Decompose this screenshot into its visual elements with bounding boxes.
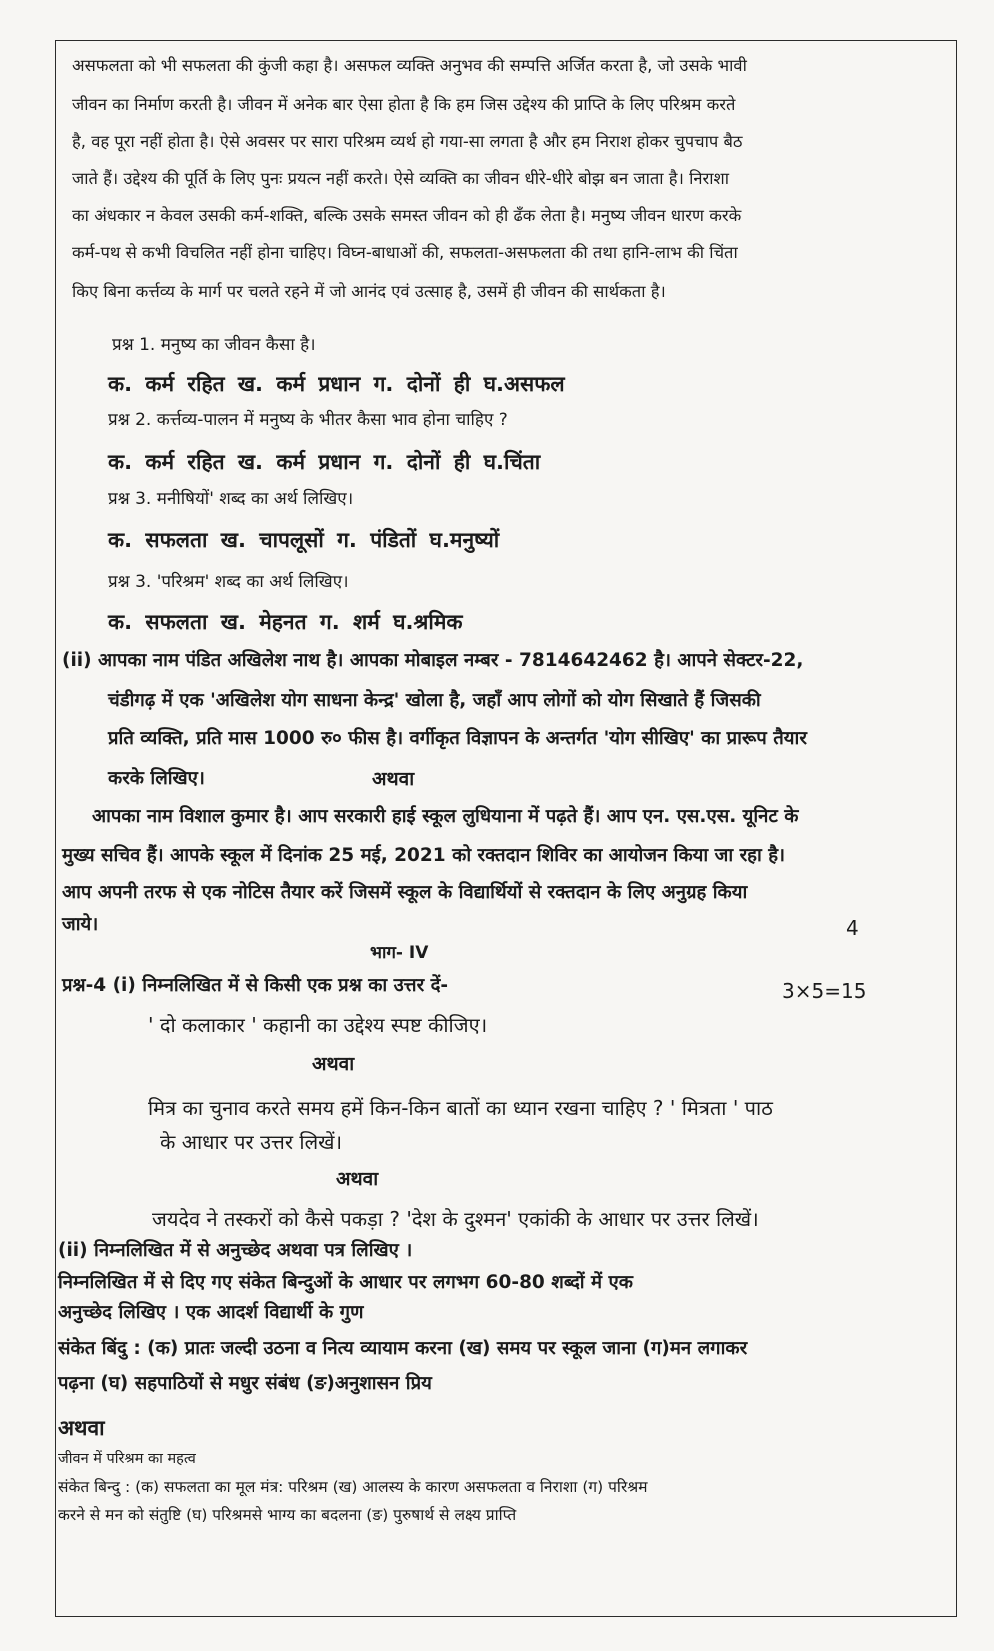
marks-label: 4	[846, 916, 859, 940]
athva-label: अथवा	[58, 1416, 105, 1440]
q4-option-3: जयदेव ने तस्करों को कैसे पकड़ा ? 'देश के दुश्मन' एकांकी के आधार पर उत्तर लिखें।	[152, 1207, 759, 1231]
passage-line: किए बिना कर्त्तव्य के मार्ग पर चलते रहने में जो आनंद एवं उत्साह है, उसमें ही जीवन की सार्थकता है।	[72, 282, 666, 301]
part-ii-heading: (ii) निम्नलिखित में से अनुच्छेद अथवा पत्र लिखिए ।	[58, 1240, 413, 1261]
athva-label: अथवा	[372, 768, 415, 790]
question-3: प्रश्न 3. मनीषियों' शब्द का अर्थ लिखिए।	[108, 489, 354, 509]
athva-label: अथवा	[336, 1168, 379, 1190]
alt-hint-points: संकेत बिन्दु : (क) सफलता का मूल मंत्र: परिश्रम (ख) आलस्य के कारण असफलता व निराशा (ग) परिश्रम	[58, 1478, 648, 1496]
paragraph-topic: अनुच्छेद लिखिए । एक आदर्श विद्यार्थी के गुण	[58, 1302, 364, 1323]
options-3: क. सफलता ख. चापलूसों ग. पंडितों घ.मनुष्यों	[108, 528, 500, 552]
question-2: प्रश्न 2. कर्त्तव्य-पालन में मनुष्य के भीतर कैसा भाव होना चाहिए ?	[108, 410, 508, 430]
passage-line: असफलता को भी सफलता की कुंजी कहा है। असफल व्यक्ति अनुभव की सम्पत्ति अर्जित करता है, जो उसके भावी	[72, 56, 747, 75]
options-2: क. कर्म रहित ख. कर्म प्रधान ग. दोनों ही घ.चिंता	[108, 450, 541, 474]
hint-points-cont: पढ़ना (घ) सहपाठियों से मधुर संबंध (ङ)अनुशासन प्रिय	[58, 1373, 432, 1394]
marks-label: 3×5=15	[782, 979, 867, 1003]
passage-line: जाते हैं। उद्देश्य की पूर्ति के लिए पुनः प्रयत्न नहीं करते। ऐसे व्यक्ति का जीवन धीरे-धीरे बोझ बन जाता है। निराशा	[72, 169, 730, 188]
alt-paragraph-topic: जीवन में परिश्रम का महत्व	[58, 1451, 196, 1467]
part-ii-line: (ii) आपका नाम पंडित अखिलेश नाथ है। आपका मोबाइल नम्बर - 7814642462 है। आपने सेक्टर-22,	[62, 650, 804, 671]
paragraph-instruction: निम्नलिखित में से दिए गए संकेत बिन्दुओं के आधार पर लगभग 60-80 शब्दों में एक	[58, 1272, 633, 1293]
q4-option-2: मित्र का चुनाव करते समय हमें किन-किन बातों का ध्यान रखना चाहिए ? ' मित्रता ' पाठ	[148, 1096, 773, 1120]
athva-label: अथवा	[312, 1053, 355, 1075]
options-1: क. कर्म रहित ख. कर्म प्रधान ग. दोनों ही घ.असफल	[108, 372, 565, 396]
q4-option-1: ' दो कलाकार ' कहानी का उद्देश्य स्पष्ट कीजिए।	[148, 1013, 488, 1037]
passage-line: है, वह पूरा नहीं होता है। ऐसे अवसर पर सारा परिश्रम व्यर्थ हो गया-सा लगता है और हम निराश होकर चुपचाप बैठ	[72, 132, 743, 151]
passage-line: जीवन का निर्माण करती है। जीवन में अनेक बार ऐसा होता है कि हम जिस उद्देश्य की प्राप्ति के लिए परिश्रम करते	[72, 95, 736, 114]
alt-hint-points-cont: करने से मन को संतुष्टि (घ) परिश्रमसे भाग्य का बदलना (ङ) पुरुषार्थ से लक्ष्य प्राप्ति	[58, 1506, 517, 1524]
question-1: प्रश्न 1. मनुष्य का जीवन कैसा है।	[112, 335, 316, 355]
alt-notice-line: मुख्य सचिव हैं। आपके स्कूल में दिनांक 25 मई, 2021 को रक्तदान शिविर का आयोजन किया जा रहा है।	[62, 845, 786, 866]
section-heading: भाग- IV	[370, 943, 429, 963]
options-4: क. सफलता ख. मेहनत ग. शर्म घ.श्रमिक	[108, 610, 463, 634]
alt-notice-line: जाये।	[62, 914, 99, 935]
question-4: प्रश्न 3. 'परिश्रम' शब्द का अर्थ लिखिए।	[108, 572, 349, 592]
q4-option-2-cont: के आधार पर उत्तर लिखें।	[160, 1130, 343, 1154]
question-4-intro: प्रश्न-4 (i) निम्नलिखित में से किसी एक प्रश्न का उत्तर दें-	[62, 975, 449, 996]
part-ii-line: चंडीगढ़ में एक 'अखिलेश योग साधना केन्द्र' खोला है, जहाँ आप लोगों को योग सिखाते हैं जिसकी	[108, 690, 761, 711]
alt-notice-line: आपका नाम विशाल कुमार है। आप सरकारी हाई स्कूल लुधियाना में पढ़ते हैं। आप एन. एस.एस. यूनिट के	[92, 806, 799, 827]
passage-line: कर्म-पथ से कभी विचलित नहीं होना चाहिए। विघ्न-बाधाओं की, सफलता-असफलता की तथा हानि-लाभ की चिंता	[72, 243, 738, 262]
passage-line: का अंधकार न केवल उसकी कर्म-शक्ति, बल्कि उसके समस्त जीवन को ही ढँक लेता है। मनुष्य जीवन धारण करके	[72, 206, 742, 225]
part-ii-line: करके लिखिए।	[108, 768, 205, 789]
alt-notice-line: आप अपनी तरफ से एक नोटिस तैयार करें जिसमें स्कूल के विद्यार्थियों से रक्तदान के लिए अनुग्रह किया	[62, 882, 748, 903]
part-ii-line: प्रति व्यक्ति, प्रति मास 1000 रु० फीस है। वर्गीकृत विज्ञापन के अन्तर्गत 'योग सीखिए' का प्रारूप तैयार	[108, 728, 807, 749]
hint-points: संकेत बिंदु : (क) प्रातः जल्दी उठना व नित्य व्यायाम करना (ख) समय पर स्कूल जाना (ग)मन लगाकर	[58, 1338, 748, 1359]
